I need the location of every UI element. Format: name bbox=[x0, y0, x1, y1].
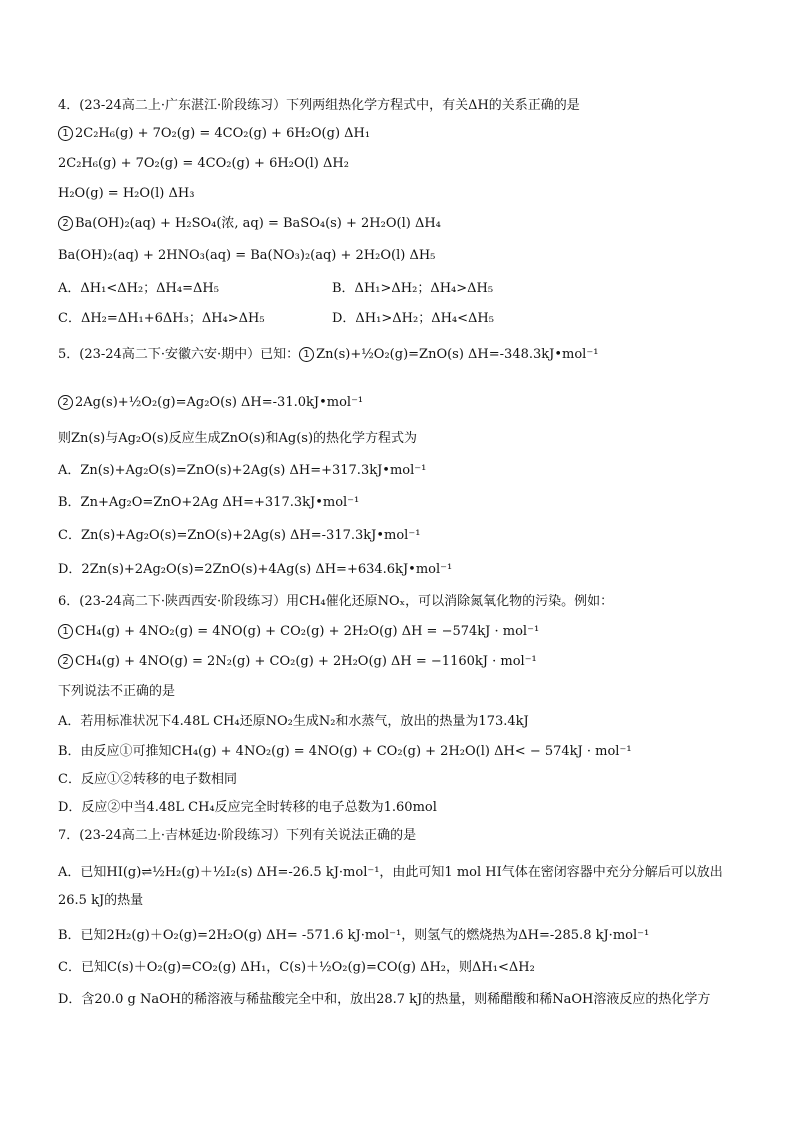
q4-eq3: H₂O(g) = H₂O(l) ΔH₃ bbox=[58, 186, 195, 201]
q6-eq1: CH₄(g) + 4NO₂(g) = 4NO(g) + CO₂(g) + 2H₂O(g) ΔH = −574kJ · mol⁻¹ bbox=[75, 624, 540, 639]
q5-eq2-row bbox=[58, 394, 363, 412]
q5-option-a: A．Zn(s)+Ag₂O(s)=ZnO(s)+2Ag(s) ΔH=+317.3kJ•mol⁻¹ bbox=[58, 463, 427, 478]
q4-eq1-number: 1 bbox=[58, 126, 73, 141]
q4-eq4-row bbox=[58, 215, 441, 233]
q4-option-d: D．ΔH₁>ΔH₂；ΔH₄<ΔH₅ bbox=[332, 311, 494, 326]
q7-stem: 7．(23-24高二上·吉林延边·阶段练习）下列有关说法正确的是 bbox=[58, 828, 417, 843]
q4-eq4-number: 2 bbox=[58, 216, 73, 231]
q4-option-b: B．ΔH₁>ΔH₂；ΔH₄>ΔH₅ bbox=[332, 281, 494, 296]
q6-option-d: D．反应②中当4.48L CH₄反应完全时转移的电子总数为1.60mol bbox=[58, 800, 437, 815]
q5-option-b: B．Zn+Ag₂O=ZnO+2Ag ΔH=+317.3kJ•mol⁻¹ bbox=[58, 495, 360, 510]
q4-option-c: C．ΔH₂=ΔH₁+6ΔH₃；ΔH₄>ΔH₅ bbox=[58, 311, 265, 326]
q5-eq1: Zn(s)+½O₂(g)=ZnO(s) ΔH=-348.3kJ•mol⁻¹ bbox=[316, 347, 599, 362]
q7-option-a: A．已知HI(g)⇌½H₂(g)＋½I₂(s) ΔH=-26.5 kJ·mol⁻¹，由此可知1 mol HI气体在密闭容器中充分分解后可以放出26.5 kJ的热量 bbox=[58, 865, 723, 908]
q6-eq1-number: 1 bbox=[58, 624, 73, 639]
q5-eq1-number: 1 bbox=[299, 347, 314, 362]
q4-stem: 4．(23-24高二上·广东湛江·阶段练习）下列两组热化学方程式中，有关ΔH的关系正确的是 bbox=[58, 98, 580, 113]
q4-option-a: A．ΔH₁<ΔH₂；ΔH₄=ΔH₅ bbox=[58, 281, 219, 296]
q4-eq5: Ba(OH)₂(aq) + 2HNO₃(aq) = Ba(NO₃)₂(aq) + 2H₂O(l) ΔH₅ bbox=[58, 248, 436, 263]
q4-eq4: Ba(OH)₂(aq) + H₂SO₄(浓, aq) = BaSO₄(s) + 2H₂O(l) ΔH₄ bbox=[75, 216, 441, 231]
q6-option-c: C．反应①②转移的电子数相同 bbox=[58, 772, 237, 787]
q6-eq1-row bbox=[58, 623, 539, 641]
q6-option-b: B．由反应①可推知CH₄(g) + 4NO₂(g) = 4NO(g) + CO₂(g) + 2H₂O(l) ΔH< − 574kJ · mol⁻¹ bbox=[58, 744, 632, 759]
q5-eq2-number: 2 bbox=[58, 395, 73, 410]
q6-eq2: CH₄(g) + 4NO(g) = 2N₂(g) + CO₂(g) + 2H₂O(g) ΔH = −1160kJ · mol⁻¹ bbox=[75, 654, 537, 669]
q5-option-c: C．Zn(s)+Ag₂O(s)=ZnO(s)+2Ag(s) ΔH=-317.3kJ•mol⁻¹ bbox=[58, 528, 421, 543]
q5-eq2: 2Ag(s)+½O₂(g)=Ag₂O(s) ΔH=-31.0kJ•mol⁻¹ bbox=[75, 395, 364, 410]
q5-ask: 则Zn(s)与Ag₂O(s)反应生成ZnO(s)和Ag(s)的热化学方程式为 bbox=[58, 431, 418, 446]
q6-stem: 6．(23-24高二下·陕西西安·阶段练习）用CH₄催化还原NOₓ，可以消除氮氧化物的污染。例如： bbox=[58, 594, 614, 609]
q7-option-d: D．含20.0 g NaOH的稀溶液与稀盐酸完全中和，放出28.7 kJ的热量，则稀醋酸和稀NaOH溶液反应的热化学方 bbox=[58, 992, 711, 1007]
q4-eq2: 2C₂H₆(g) + 7O₂(g) = 4CO₂(g) + 6H₂O(l) ΔH₂ bbox=[58, 156, 349, 171]
q4-eq1: 2C₂H₆(g) + 7O₂(g) = 4CO₂(g) + 6H₂O(g) ΔH₁ bbox=[75, 126, 371, 141]
q6-option-a: A．若用标准状况下4.48L CH₄还原NO₂生成N₂和水蒸气，放出的热量为173.4kJ bbox=[58, 714, 529, 729]
q7-option-b: B．已知2H₂(g)＋O₂(g)=2H₂O(g) ΔH= -571.6 kJ·mol⁻¹，则氢气的燃烧热为ΔH=-285.8 kJ·mol⁻¹ bbox=[58, 928, 650, 943]
q5-stem-row bbox=[58, 346, 598, 364]
q5-stem: 5．(23-24高二下·安徽六安·期中）已知： bbox=[58, 347, 300, 362]
q7-option-c: C．已知C(s)＋O₂(g)=CO₂(g) ΔH₁，C(s)＋½O₂(g)=CO(g) ΔH₂，则ΔH₁<ΔH₂ bbox=[58, 960, 535, 975]
q5-option-d: D．2Zn(s)+2Ag₂O(s)=2ZnO(s)+4Ag(s) ΔH=+634.6kJ•mol⁻¹ bbox=[58, 562, 453, 577]
q6-eq2-row bbox=[58, 653, 537, 671]
q6-ask: 下列说法不正确的是 bbox=[58, 684, 176, 699]
q6-eq2-number: 2 bbox=[58, 654, 73, 669]
q4-eq1-row bbox=[58, 125, 370, 143]
